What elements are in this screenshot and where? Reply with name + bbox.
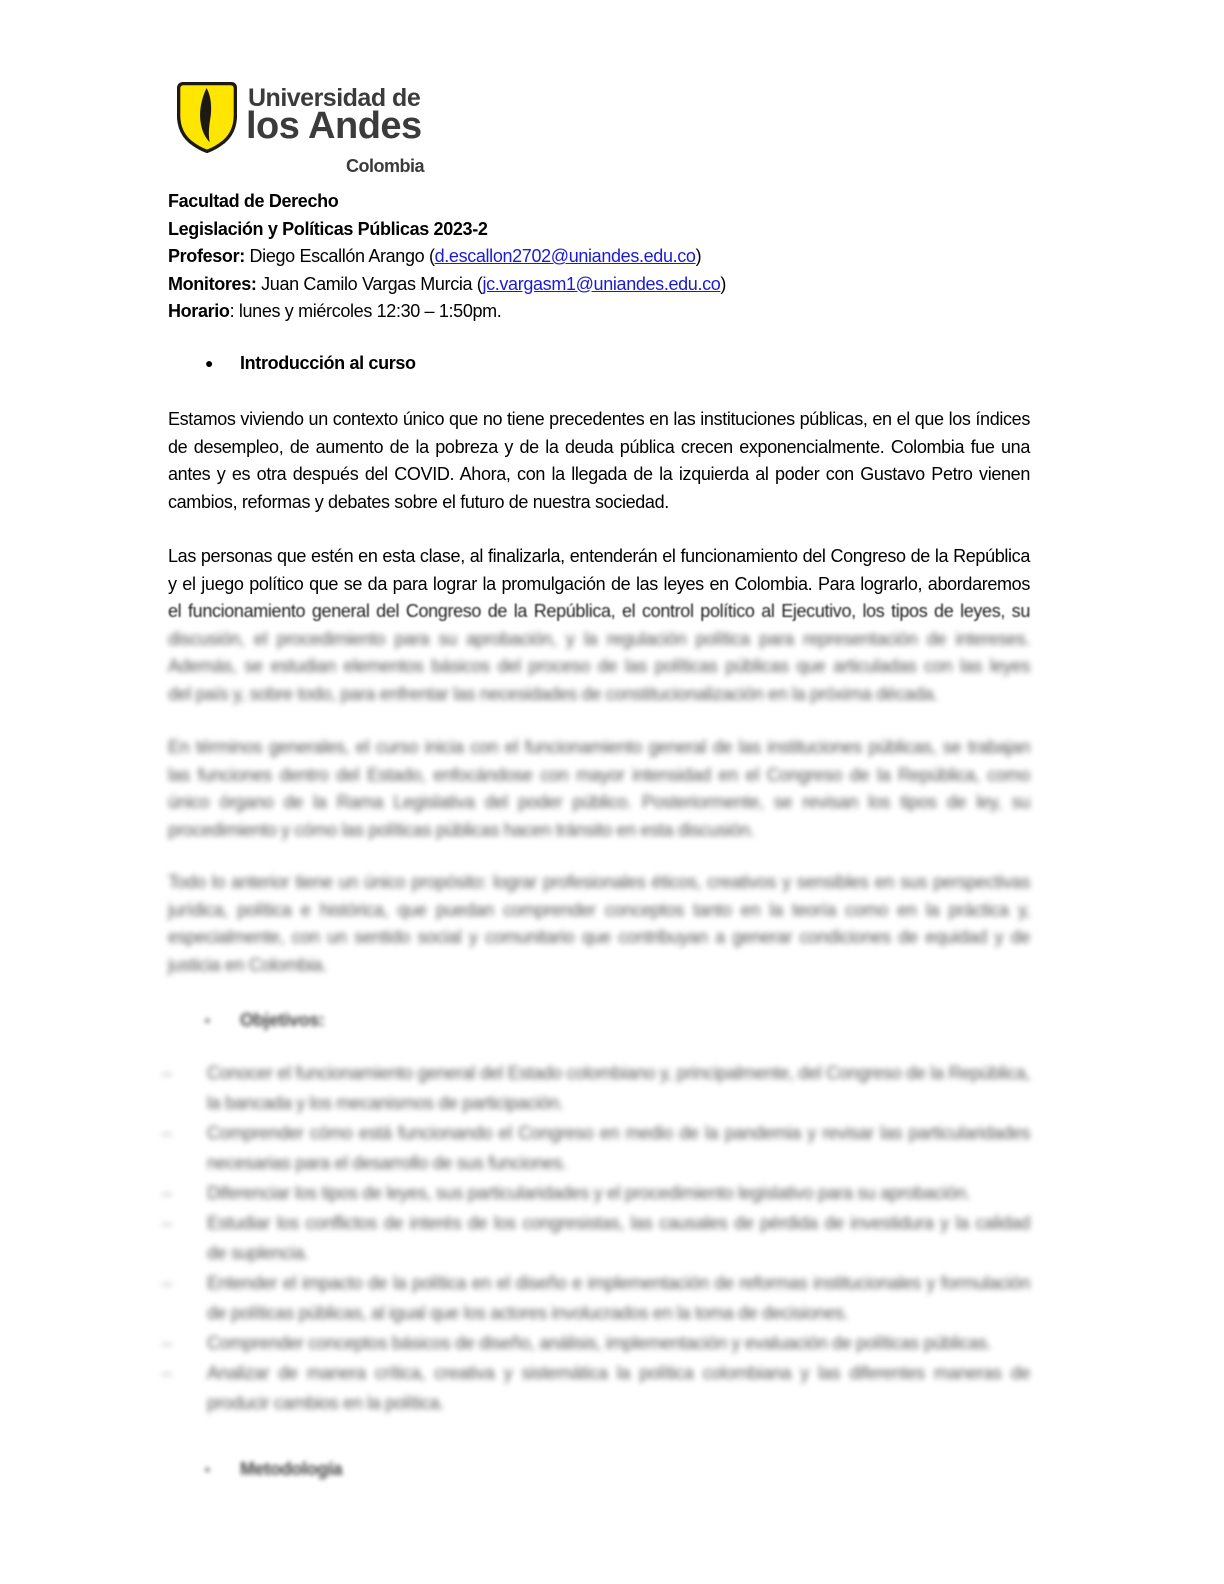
objective-line <box>162 1208 1030 1238</box>
section-heading-metodologia-text: Metodología <box>240 1458 343 1479</box>
list-dash-icon: – <box>162 1362 172 1383</box>
objective-item <box>162 1208 1030 1268</box>
section-heading-intro <box>205 350 1030 378</box>
objective-item <box>162 1358 1030 1418</box>
logo-university-text: Universidad de <box>248 84 421 112</box>
professor-line <box>168 243 1030 271</box>
objective-line: de políticas públicas, al igual que los actores involucrados en la toma de decisiones. <box>207 1302 849 1323</box>
monitors-email-link[interactable]: jc.vargasm1@uniandes.edu.co <box>482 273 721 294</box>
monitors-name: Juan Camilo Vargas Murcia ( <box>256 273 483 294</box>
objective-line <box>162 1358 1030 1388</box>
text-line: único órgano de la Rama Legislativa del poder público. Posteriormente, se revisan los tipos de ley, su <box>168 792 1030 812</box>
text-line: justicia en Colombia. <box>168 954 327 975</box>
text-line: de desempleo, de aumento de la pobreza y de la deuda pública crecen exponencialmente. Colombia fue una <box>168 436 1030 457</box>
objective-text: Comprender cómo está funcionando el Congreso en medio de la pandemia y revisar las particularidades <box>207 1122 1030 1143</box>
monitors-paren-close: ) <box>720 273 727 294</box>
objective-text: Comprender conceptos básicos de diseño, análisis, implementación y evaluación de políticas públicas. <box>207 1332 992 1353</box>
objective-line: de suplencia. <box>207 1242 309 1263</box>
text-line: el funcionamiento general del Congreso de la República, el control político al Ejecutivo, los tipos de leyes, su <box>168 601 1030 621</box>
objective-item <box>162 1178 1030 1208</box>
paragraph-outcomes-semi-blurred <box>168 598 1030 626</box>
objective-item <box>162 1058 1030 1118</box>
text-line: Todo lo anterior tiene un único propósito: lograr profesionales éticos, creativos y sensibles en sus perspectivas <box>168 872 1030 892</box>
professor-label: Profesor: <box>168 246 245 266</box>
university-logo <box>168 80 1030 186</box>
objective-text: Analizar de manera crítica, creativa y sistemática la política colombiana y las diferentes maneras de <box>207 1362 1030 1383</box>
section-heading-objetivos-text: Objetivos: <box>240 1010 325 1030</box>
objective-line: producir cambios en la política. <box>207 1392 444 1413</box>
university-shield-icon <box>177 82 237 153</box>
text-line: Además, se estudian elementos básicos del proceso de las políticas públicas que articuladas con las leyes <box>168 656 1030 676</box>
bullet-icon: ▪ <box>205 1460 210 1477</box>
objective-line <box>162 1178 1030 1208</box>
objective-line: necesarias para el desarrollo de sus funciones. <box>207 1152 567 1173</box>
text-line: las funciones dentro del Estado, enfocándose con mayor intensidad en el Congreso de la República, como <box>168 764 1030 785</box>
schedule-label: Horario <box>168 301 230 321</box>
list-dash-icon: – <box>162 1182 172 1203</box>
faculty-name <box>168 188 1030 216</box>
objective-item <box>162 1268 1030 1328</box>
paragraph-overview-blurred <box>168 734 1030 844</box>
course-title <box>168 216 1030 244</box>
text-line: especialmente, con un sentido social y comunitario que contribuyan a generar condiciones de equidad y de <box>168 927 1030 947</box>
text-line: Estamos viviendo un contexto único que no tiene precedentes en las instituciones públicas, en el que los índices <box>168 409 1030 429</box>
logo-country-text: Colombia <box>346 156 425 176</box>
text-line: jurídica, política e histórica, que puedan comprender conceptos tanto en la teoría como en la práctica y, <box>168 899 1030 920</box>
section-heading-intro-text: Introducción al curso <box>240 352 416 373</box>
list-dash-icon: – <box>162 1272 172 1293</box>
text-line: Las personas que estén en esta clase, al finalizarla, entenderán el funcionamiento del Congreso de la República <box>168 546 1030 566</box>
paragraph-purpose-blurred <box>168 869 1030 979</box>
objective-line <box>162 1118 1030 1148</box>
section-heading-metodologia <box>205 1456 1030 1484</box>
schedule-text: : lunes y miércoles 12:30 – 1:50pm. <box>229 301 502 321</box>
list-dash-icon: – <box>162 1062 172 1083</box>
schedule-line <box>168 298 1030 326</box>
paragraph-outcomes-blurred <box>168 626 1030 709</box>
paragraph-outcomes-clear <box>168 543 1030 598</box>
objective-text: Entender el impacto de la política en el diseño e implementación de reformas institucionales y formulación <box>207 1272 1030 1293</box>
logo-losandes-text: los Andes <box>246 105 422 147</box>
text-line: procedimiento y cómo las políticas públicas hacen tránsito en esta discusión. <box>168 819 755 840</box>
objective-line <box>162 1058 1030 1088</box>
paragraph-context <box>168 406 1030 516</box>
text-line: cambios, reformas y debates sobre el futuro de nuestra sociedad. <box>168 491 669 512</box>
text-line: y el juego político que se da para lograr la promulgación de las leyes en Colombia. Para lograrlo, abordaremos <box>168 573 1030 594</box>
text-line: discusión, el procedimiento para su aprobación, y la regulación política para representación de intereses. <box>168 628 1030 649</box>
professor-email-link[interactable]: d.escallon2702@uniandes.edu.co <box>434 246 696 266</box>
text-line: del país y, sobre todo, para enfrentar las necesidades de constitucionalización en la próxima década. <box>168 683 938 704</box>
text-line: antes y es otra después del COVID. Ahora, con la llegada de la izquierda al poder con Gustavo Petro vienen <box>168 464 1030 484</box>
objective-item <box>162 1328 1030 1358</box>
objective-text: Diferenciar los tipos de leyes, sus particularidades y el procedimiento legislativo para su aprobación. <box>207 1182 971 1203</box>
course-header <box>168 188 1030 326</box>
monitors-line <box>168 271 1030 299</box>
faculty-name-text: Facultad de Derecho <box>168 191 339 211</box>
section-heading-objetivos <box>205 1007 1030 1035</box>
objective-line: la bancada y los mecanismos de participación. <box>207 1092 564 1113</box>
monitors-label: Monitores: <box>168 273 257 294</box>
objective-text: Conocer el funcionamiento general del Estado colombiano y, principalmente, del Congreso de la República, <box>207 1062 1030 1083</box>
bullet-icon: ● <box>205 354 214 371</box>
objective-text: Estudiar los conflictos de interés de los congresistas, las causales de pérdida de investidura y la calidad <box>207 1212 1030 1233</box>
text-line: En términos generales, el curso inicia con el funcionamiento general de las instituciones públicas, se trabajan <box>168 737 1030 757</box>
bullet-icon: ▪ <box>205 1012 210 1028</box>
objectives-list <box>162 1058 1030 1418</box>
objective-line <box>162 1328 1030 1358</box>
objective-item <box>162 1118 1030 1178</box>
objective-line <box>162 1268 1030 1298</box>
professor-name: Diego Escallón Arango ( <box>244 246 435 266</box>
professor-paren-close: ) <box>695 246 702 266</box>
list-dash-icon: – <box>162 1332 172 1353</box>
course-title-text: Legislación y Políticas Públicas 2023-2 <box>168 218 488 239</box>
list-dash-icon: – <box>162 1122 172 1143</box>
list-dash-icon: – <box>162 1212 172 1233</box>
